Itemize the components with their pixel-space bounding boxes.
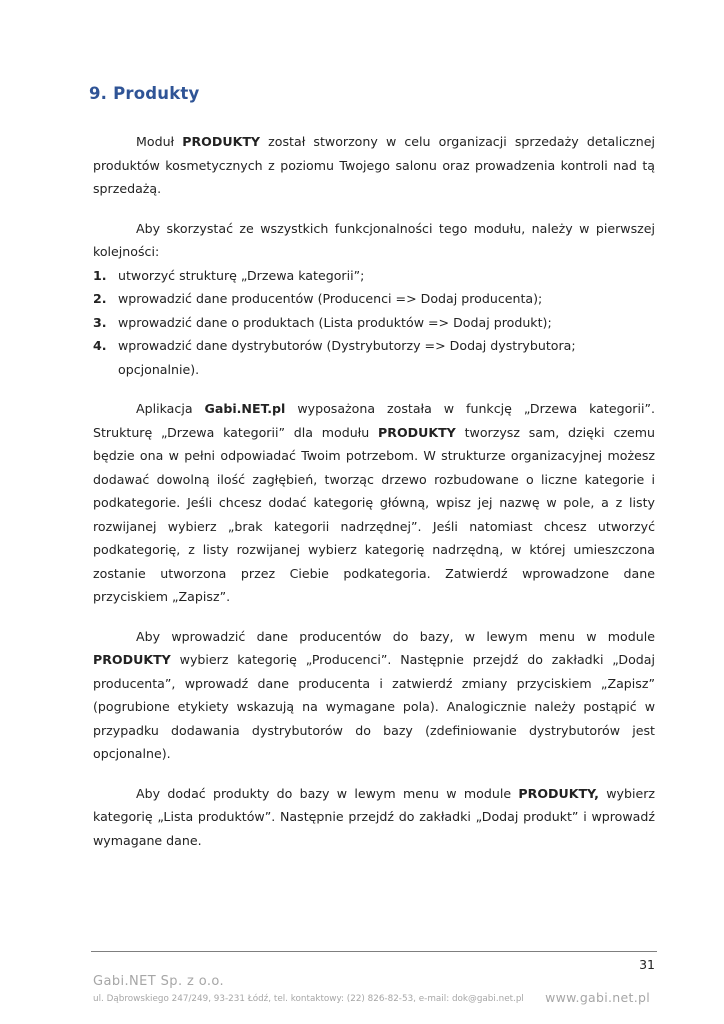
list-item-number: 4. xyxy=(93,338,107,353)
list-item-text: wprowadzić dane o produktach (Lista produktów => Dodaj produkt); xyxy=(118,314,552,330)
text-run: Aby wprowadzić dane producentów do bazy, w lewym menu w module xyxy=(136,628,655,644)
paragraph-category-tree xyxy=(93,397,655,609)
bold-term: PRODUKTY xyxy=(378,424,456,440)
footer-website: www.gabi.net.pl xyxy=(545,990,650,1005)
text-run: Aby dodać produkty do bazy w lewym menu w module xyxy=(136,785,519,801)
list-item-number: 1. xyxy=(93,267,107,283)
section-heading: 9. Produkty xyxy=(89,84,200,103)
footer-address: ul. Dąbrowskiego 247/249, 93-231 Łódź, tel. kontaktowy: (22) 826-82-53, e-mail: dok@gabi.net.pl xyxy=(93,994,524,1004)
body-content xyxy=(93,130,655,852)
bold-term: PRODUKTY xyxy=(93,652,171,667)
footer-divider xyxy=(91,951,657,952)
text-run: tworzysz sam, dzięki czemu będzie ona w pełni odpowiadać Twoim potrzebom. W strukturze organizacyjnej możesz dodawać dowolną ilość zagłębień, tworząc drzewo rozbudowane o liczne kategorie i podkategorie. Jeśli chcesz dodać kategorię główną, wpisz jej nazwę w pole, a z listy rozwijanej wybierz „brak kategorii nadrzędnej”. Jeśli natomiast chcesz utworzyć podkategorię, z listy rozwijanej wybierz kategorię nadrzędną, w której umieszczona zostanie utworzona przez Ciebie podkategoria. Zatwierdź wprowadzone dane przyciskiem „Zapisz”. xyxy=(93,424,655,604)
page-number: 31 xyxy=(639,957,655,972)
list-item xyxy=(93,311,655,335)
paragraph-products xyxy=(93,782,655,853)
numbered-steps-list xyxy=(93,264,655,382)
bold-term: PRODUKTY, xyxy=(518,785,599,801)
paragraph-intro xyxy=(93,130,655,201)
text-run: wyposażona została w funkcję „Drzewa kategorii”. Strukturę „Drzewa kategorii” dla modułu xyxy=(93,401,655,440)
list-item-text: utworzyć strukturę „Drzewa kategorii”; xyxy=(118,267,365,283)
list-item-number: 2. xyxy=(93,291,107,306)
list-item-text: wprowadzić dane producentów (Producenci => Dodaj producenta); xyxy=(118,291,543,306)
bold-term: PRODUKTY xyxy=(182,134,261,149)
list-item xyxy=(93,334,655,381)
list-item xyxy=(93,287,655,311)
list-item-text: wprowadzić dane dystrybutorów (Dystrybutorzy => Dodaj dystrybutora; opcjonalnie). xyxy=(118,338,576,377)
text-run: wybierz kategorię „Lista produktów”. Następnie przejdź do zakładki „Dodaj produkt” i wprowadź wymagane dane. xyxy=(93,785,655,848)
paragraph-producers xyxy=(93,625,655,766)
text-run: Moduł xyxy=(136,134,183,149)
text-run: wybierz kategorię „Producenci”. Następnie przejdź do zakładki „Dodaj producenta”, wprowadź dane producenta i zatwierdź zmiany przyciskiem „Zapisz” (pogrubione etykiety wskazują na wymagane pola). Analogicznie należy postąpić w przypadku dodawania dystrybutorów do bazy (zdefiniowanie dystrybutorów jest opcjonalne). xyxy=(93,652,655,761)
bold-term: Gabi.NET.pl xyxy=(204,401,286,416)
paragraph-steps-lead: Aby skorzystać ze wszystkich funkcjonalności tego modułu, należy w pierwszej kolejności: xyxy=(93,220,655,259)
footer-company-name: Gabi.NET Sp. z o.o. xyxy=(93,974,225,989)
list-item xyxy=(93,264,655,288)
text-run: został stworzony w celu organizacji sprzedaży detalicznej produktów kosmetycznych z poziomu Twojego salonu oraz prowadzenia kontroli nad tą sprzedażą. xyxy=(93,134,655,196)
text-run: Aplikacja xyxy=(136,401,205,416)
list-item-number: 3. xyxy=(93,314,107,330)
